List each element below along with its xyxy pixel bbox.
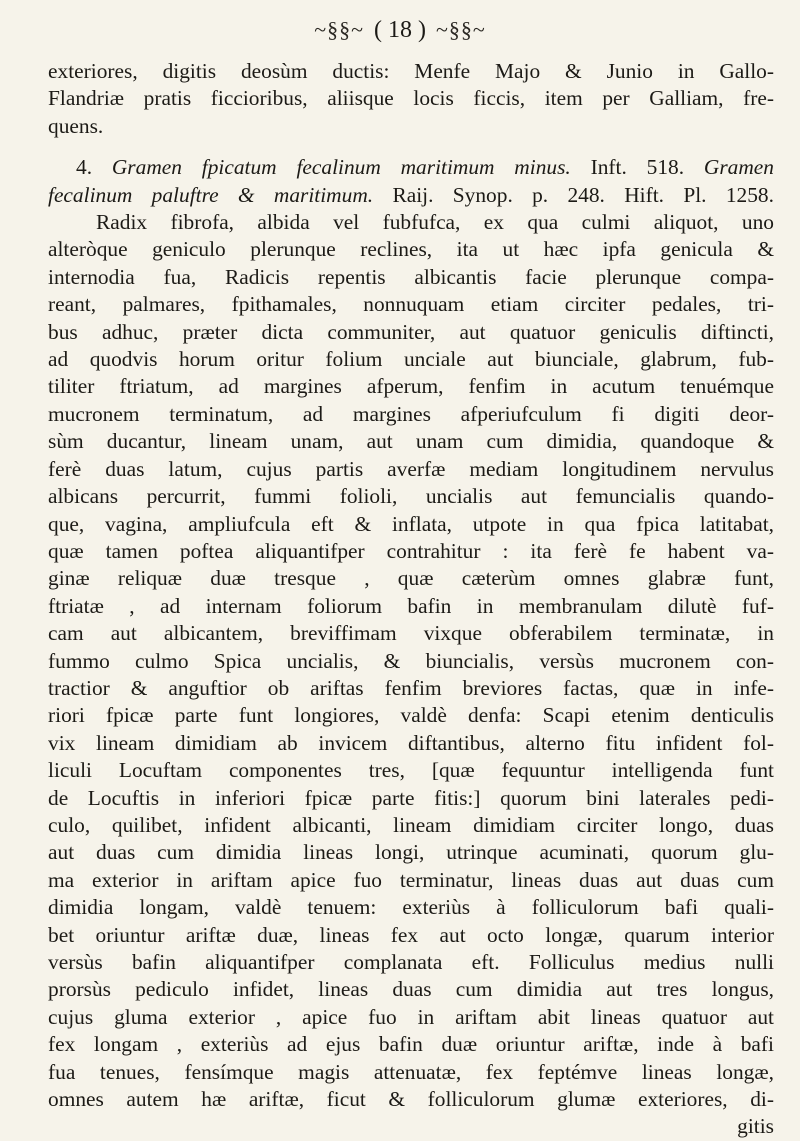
- text-line: ma exterior in ariftam apice fuo terminatur, lineas duas aut duas cum: [48, 867, 774, 892]
- page-number: ( 18 ): [374, 16, 426, 43]
- text-line: mucronem terminatum, ad margines afperiufculum fi digiti deor-: [48, 401, 774, 426]
- text-line: ferè duas latum, cujus partis averfæ mediam longitudinem nervulus: [48, 456, 774, 481]
- text-line: dimidia longam, valdè tenuem: exteriùs à folliculorum bafi quali-: [48, 895, 774, 920]
- text-line: sùm ducantur, lineam unam, aut unam cum dimidia, quandoque &: [48, 429, 774, 454]
- entry-synonym-line: [48, 182, 774, 209]
- text-line: fua tenues, fensímque magis attenuatæ, fex feptémve lineas longæ,: [48, 1059, 774, 1084]
- entry-citation: Raij. Synop. p. 248. Hift. Pl. 1258.: [392, 182, 774, 207]
- entry-title: Gramen fpicatum fecalinum maritimum minus.: [111, 155, 571, 180]
- spacer: [48, 140, 774, 154]
- text-line: cam aut albicantem, breviffimam vixque obferabilem terminatæ, in: [48, 621, 774, 646]
- text-line: liculi Locuftam componentes tres, [quæ fequuntur intelligenda funt: [48, 758, 774, 783]
- text-line: ad quodvis horum oritur folium unciale aut biunciale, glabrum, fub-: [48, 347, 774, 372]
- text-line: ginæ reliquæ duæ tresque , quæ cæterùm omnes glabræ funt,: [48, 566, 774, 591]
- text-line: cujus gluma exterior , apice fuo in ariftam abit lineas quatuor aut: [48, 1004, 774, 1029]
- text-line: versùs bafin aliquantifper complanata eft. Folliculus medius nulli: [48, 950, 774, 974]
- text-line: quens.: [48, 113, 104, 138]
- text-line: de Locuftis in inferiori fpicæ parte fitis:] quorum bini laterales pedi-: [48, 785, 774, 810]
- text-line: vix lineam dimidiam ab invicem diftantibus, alterno fitu infident fol-: [48, 730, 774, 755]
- text-line: internodia fua, Radicis repentis albicantis facie plerunque compa-: [48, 264, 774, 289]
- description-paragraph: [48, 209, 774, 1113]
- text-line: riori fpicæ parte funt longiores, valdè denfa: Scapi etenim denticulis: [48, 703, 774, 728]
- text-line: Radix fibrofa, albida vel fubfufca, ex qua culmi aliquot, uno: [96, 210, 774, 235]
- text-line: prorsùs pediculo infidet, lineas duas cum dimidia aut tres longus,: [48, 977, 774, 1002]
- text-line: que, vagina, ampliufcula eft & inflata, utpote in qua fpica latitabat,: [48, 511, 774, 536]
- ornament-left: ~§§~: [314, 17, 364, 42]
- ornament-right: ~§§~: [435, 17, 486, 42]
- text-line: albicans percurrit, fummi folioli, uncialis aut femuncialis quando-: [48, 484, 774, 509]
- entry-synonym: fecalinum paluftre & maritimum.: [48, 182, 374, 207]
- text-line: ftriatæ , ad internam foliorum bafin in membranulam dilutè fuf-: [48, 593, 774, 618]
- text-line: tiliter ftriatum, ad margines afperum, fenfim in acutum tenuémque: [48, 374, 774, 399]
- text-line: tractior & anguftior ob ariftas fenfim breviores factas, quæ in infe-: [48, 675, 774, 700]
- text-line: quæ tamen poftea aliquantifper contrahitur : ita ferè fe habent va-: [48, 538, 774, 563]
- text-line: fummo culmo Spica uncialis, & biuncialis, versùs mucronem con-: [48, 648, 774, 673]
- entry-ref: Inft. 518.: [590, 155, 685, 180]
- text-line: bet oriuntur ariftæ duæ, lineas fex aut octo longæ, quarum interior: [48, 922, 774, 947]
- text-line: Flandriæ pratis ficcioribus, aliisque locis ficcis, item per Galliam, fre-: [48, 86, 774, 111]
- entry-title-2: Gramen: [703, 155, 774, 180]
- catchword: gitis: [737, 1114, 774, 1139]
- text-line: alteròque geniculo plerunque reclines, ita ut hæc ipfa genicula &: [48, 237, 774, 262]
- text-line: reant, palmares, fpithamales, nonnuquam etiam circiter pedales, tri-: [48, 292, 774, 317]
- entry-number: 4.: [76, 155, 93, 180]
- text-line: aut duas cum dimidia lineas longi, utrinque acuminati, quorum glu-: [48, 840, 774, 865]
- text-body: [48, 58, 774, 1141]
- text-line: bus adhuc, præter dicta communiter, aut quatuor geniculis diftincti,: [48, 319, 774, 344]
- text-line: omnes autem hæ ariftæ, ficut & folliculorum glumæ exteriores, di-: [48, 1087, 774, 1112]
- entry-heading: [48, 154, 774, 181]
- page-header: [0, 10, 800, 50]
- text-line: culo, quilibet, infident albicanti, lineam dimidiam circiter longo, duas: [48, 812, 774, 837]
- text-line: exteriores, digitis deosùm ductis: Menfe Majo & Junio in Gallo-: [48, 59, 774, 83]
- text-line: fex longam , exteriùs ad ejus bafin duæ oriuntur ariftæ, inde à bafi: [48, 1032, 774, 1057]
